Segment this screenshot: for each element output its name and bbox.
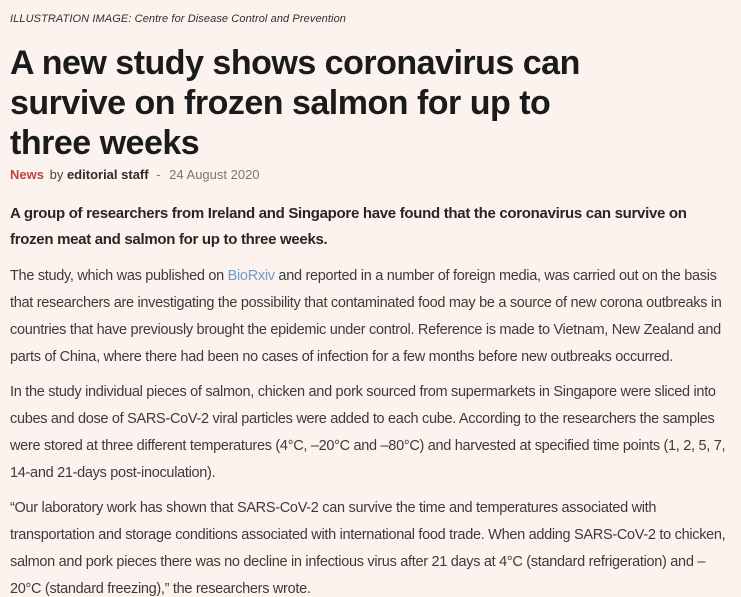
- paragraph-2-text-after-link: and reported in a number of foreign media, was carried out on the basis that researchers are investigating the possibility that contaminated food may be a source of new corona outbreaks in countries that have previously brought the epidemic under control. Reference is made to Vietnam, New Zealand and parts of China, where there had been no cases of infection for a few months before new outbreaks occurred.: [10, 268, 722, 365]
- byline-separator: -: [156, 167, 161, 182]
- biorxiv-link[interactable]: BioRxiv: [227, 268, 275, 284]
- page-title: [10, 43, 731, 163]
- image-caption: ILLUSTRATION IMAGE: Centre for Disease Control and Prevention: [10, 13, 347, 25]
- byline-by-label: by: [49, 167, 64, 182]
- byline: [10, 167, 731, 183]
- publish-date: 24 August 2020: [169, 167, 260, 182]
- paragraph-researcher-quote: “Our laboratory work has shown that SARS-CoV-2 can survive the time and temperatures associated with transportation and storage conditions associated with international food trade. When adding SARS-CoV-2 to chicken, salmon and pork pieces there was no decline in infectious virus after 21 days at 4°C (standard refrigeration) and –20°C (standard freezing),” the researchers wrote.: [10, 500, 726, 597]
- lead-paragraph: A group of researchers from Ireland and Singapore have found that the coronavirus can survive on frozen meat and salmon for up to three weeks.: [10, 205, 687, 248]
- paragraph-study-method: In the study individual pieces of salmon, chicken and pork sourced from supermarkets in Singapore were sliced into cubes and dose of SARS-CoV-2 viral particles were added to each cube. According to the researchers the samples were stored at three different temperatures (4°C, –20°C and –80°C) and harvested at specified time points (1, 2, 5, 7, 14-and 21-days post-inoculation).: [10, 384, 726, 481]
- headline-line-3: three weeks: [10, 124, 200, 162]
- headline-line-1: A new study shows coronavirus can: [10, 44, 580, 82]
- paragraph-study-published: [10, 263, 731, 371]
- paragraph-2-text-before-link: The study, which was published on: [10, 268, 228, 284]
- category-link-news[interactable]: News: [10, 167, 44, 182]
- headline-line-2: survive on frozen salmon for up to: [10, 84, 551, 122]
- article-body: [10, 201, 731, 597]
- article-page: [10, 12, 731, 597]
- author-link[interactable]: editorial staff: [66, 167, 149, 182]
